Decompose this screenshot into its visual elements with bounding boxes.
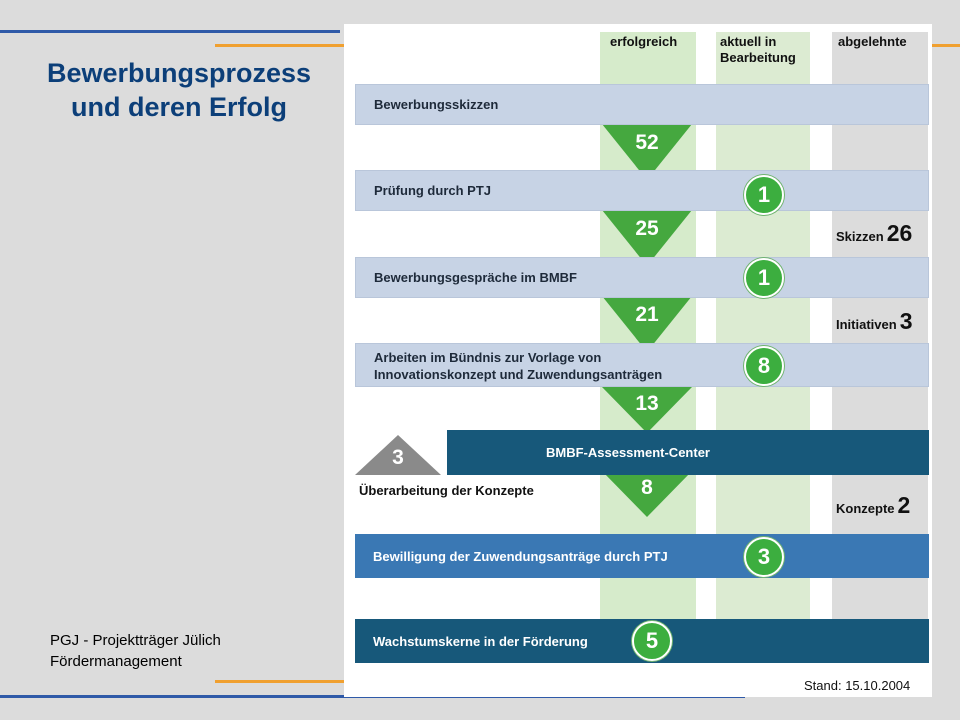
rejected-concepts	[836, 492, 910, 519]
footer-line-2: Fördermanagement	[50, 653, 182, 670]
rejected-sketches-label: Skizzen	[836, 229, 884, 244]
decor-line-top-orange	[215, 44, 345, 47]
stage-bmbf-interviews: Bewerbungsgespräche im BMBF	[355, 257, 929, 298]
successful-count-5: 8	[641, 476, 653, 499]
stage-approval: Bewilligung der Zuwendungsanträge durch PTJ	[355, 534, 929, 578]
process-diagram	[344, 24, 932, 697]
in-progress-funded: 5	[632, 621, 672, 661]
stage-assessment-center-label: BMBF-Assessment-Center	[546, 445, 710, 460]
rejected-sketches	[836, 220, 912, 247]
revision-count: 3	[392, 446, 404, 469]
column-header-rejected: abgelehnte	[838, 34, 907, 49]
stage-alliance-work-line-2: Innovationskonzept und Zuwendungsanträgen	[374, 367, 663, 382]
rejected-initiatives-label: Initiativen	[836, 317, 897, 332]
stage-ptj-review: Prüfung durch PTJ	[355, 170, 929, 211]
successful-count-1: 52	[635, 131, 659, 154]
decor-line-top-blue	[0, 30, 340, 33]
successful-count-2: 25	[635, 217, 659, 240]
footer	[50, 630, 221, 672]
decor-line-right-orange	[932, 44, 960, 47]
column-header-in-progress	[720, 34, 796, 66]
stage-alliance-work	[355, 343, 929, 387]
in-progress-approval: 3	[744, 537, 784, 577]
stand-date: Stand: 15.10.2004	[804, 678, 911, 693]
rejected-concepts-label: Konzepte	[836, 501, 895, 516]
stage-revision-label: Überarbeitung der Konzepte	[359, 483, 534, 498]
rejected-concepts-value: 2	[897, 492, 911, 518]
decor-line-bottom-orange	[215, 680, 345, 683]
successful-count-4: 13	[635, 392, 659, 415]
column-header-in-progress-line-1: aktuell in	[720, 34, 777, 49]
rejected-initiatives	[836, 308, 912, 335]
title-line-1: Bewerbungsprozess	[46, 58, 312, 88]
footer-line-1: PGJ - Projektträger Jülich	[50, 632, 221, 649]
in-progress-alliance-work: 8	[744, 346, 784, 386]
rejected-initiatives-value: 3	[899, 308, 913, 334]
column-header-in-progress-line-2: Bearbeitung	[720, 50, 796, 65]
successful-count-3: 21	[635, 303, 659, 326]
in-progress-ptj-review: 1	[744, 175, 784, 215]
title-line-2: und deren Erfolg	[71, 92, 287, 122]
stage-sketches: Bewerbungsskizzen	[355, 84, 929, 125]
stage-alliance-work-line-1: Arbeiten im Bündnis zur Vorlage von	[374, 350, 602, 365]
rejected-sketches-value: 26	[886, 220, 913, 246]
stage-assessment-center	[447, 430, 929, 475]
in-progress-bmbf-interviews: 1	[744, 258, 784, 298]
column-header-successful: erfolgreich	[610, 34, 678, 49]
slide-title	[18, 56, 340, 124]
stage-funded: Wachstumskerne in der Förderung	[355, 619, 929, 663]
